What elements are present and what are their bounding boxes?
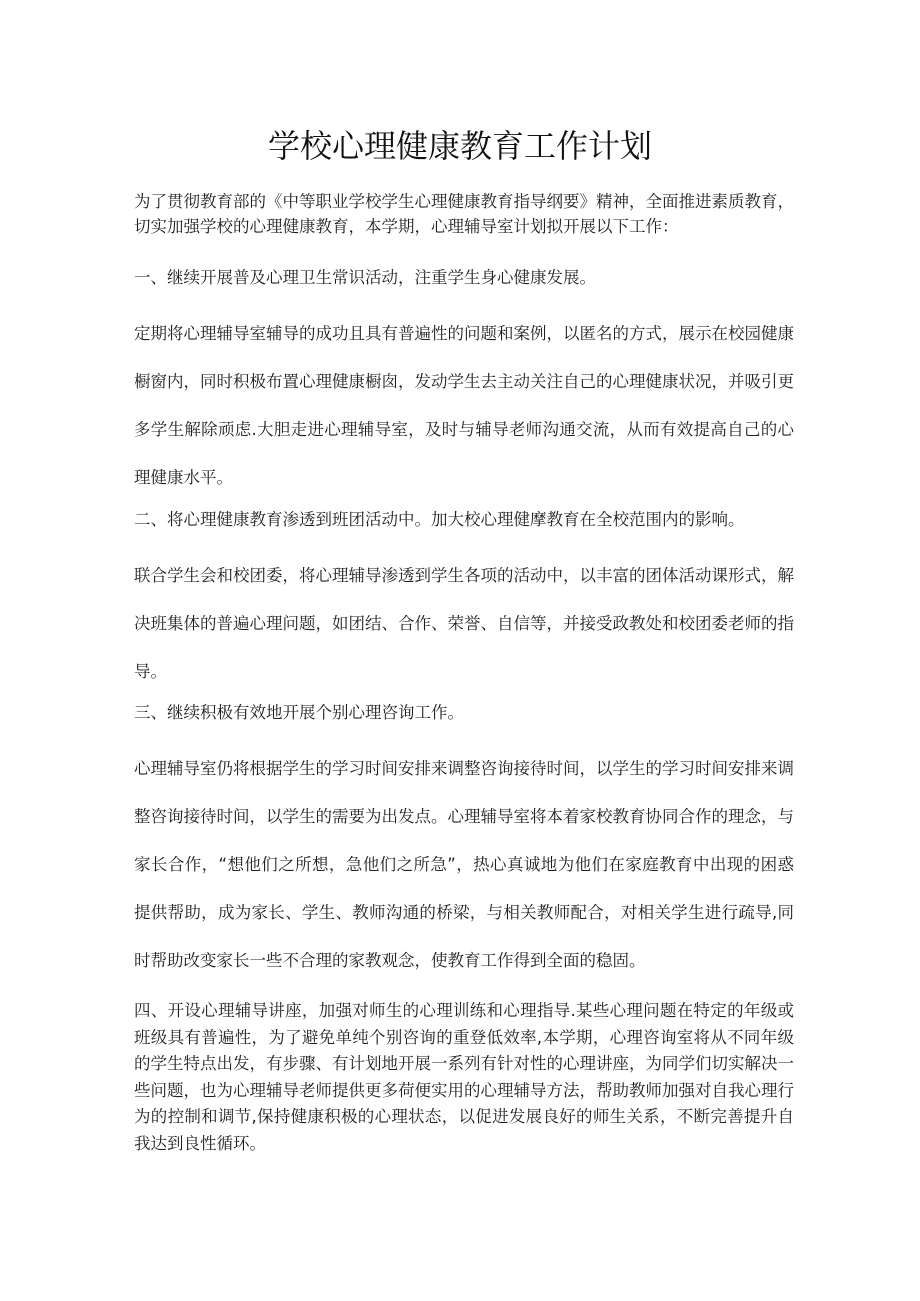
- section-2-body: 联合学生会和校团委，将心理辅导渗透到学生各项的活动中，以丰富的团体活动课形式，解决班集体的普遍心理问题，如团结、合作、荣誉、自信等，并接受政教处和校团委老师的指导。: [134, 566, 794, 681]
- section-4-body: 四、开设心理辅导讲座，加强对师生的心理训练和心理指导.某些心理问题在特定的年级或班级具有普遍性，为了避免单纯个别咨询的重登低效率,本学期，心理咨询室将从不同年级的学生特点出发，有步骤、有计划地开展一系列有针对性的心理讲座，为同学们切实解决一些问题，也为心理辅导老师提供更多荷便实用的心理辅导方法，帮助教师加强对自我心理行为的控制和调节,保持健康积极的心理状态，以促进发展良好的师生关系，不断完善提升自我达到良性循环。: [134, 1001, 794, 1153]
- section-1-body: 定期将心理辅导室辅导的成功且具有普遍性的问题和案例，以匿名的方式，展示在校园健康橱窗内，同时积极布置心理健康橱囱，发动学生去主动关注自己的心理健康状况，并吸引更多学生解除顽虑.大胆走进心理辅导室，及时与辅导老师沟通交流，从而有效提高自己的心理健康水平。: [134, 324, 794, 487]
- section-1-heading: 一、继续开展普及心理卫生常识活动，注重学生身心健康发展。: [134, 268, 596, 287]
- section-3-body: 心理辅导室仍将根据学生的学习时间安排来调整咨询接待时间，以学生的学习时间安排来调整咨询接待时间，以学生的需要为出发点。心理辅导室将本着家校教育协同合作的理念，与家长合作，“想他们之所想，急他们之所急”，热心真诚地为他们在家庭教育中出现的困惑提供帮助，成为家长、学生、教师沟通的桥梁，与相关教师配合，对相关学生进行疏导,同时帮助改变家长一些不合理的家教观念，使教育工作得到全面的稳固。: [134, 759, 794, 970]
- intro-paragraph: 为了贯彻教育部的《中等职业学校学生心理健康教育指导纲要》精神，全面推进素质教育，切实加强学校的心理健康教育，本学期，心理辅导室计划拟开展以下工作：: [134, 192, 794, 236]
- document-title: 学校心理健康教育工作计划: [267, 127, 652, 165]
- section-2-heading: 二、将心理健康教育渗透到班团活动中。加大校心理健摩教育在全校范围内的影响。: [134, 510, 745, 529]
- section-3-heading: 三、继续积极有效地开展个别心理咨询工作。: [134, 703, 464, 722]
